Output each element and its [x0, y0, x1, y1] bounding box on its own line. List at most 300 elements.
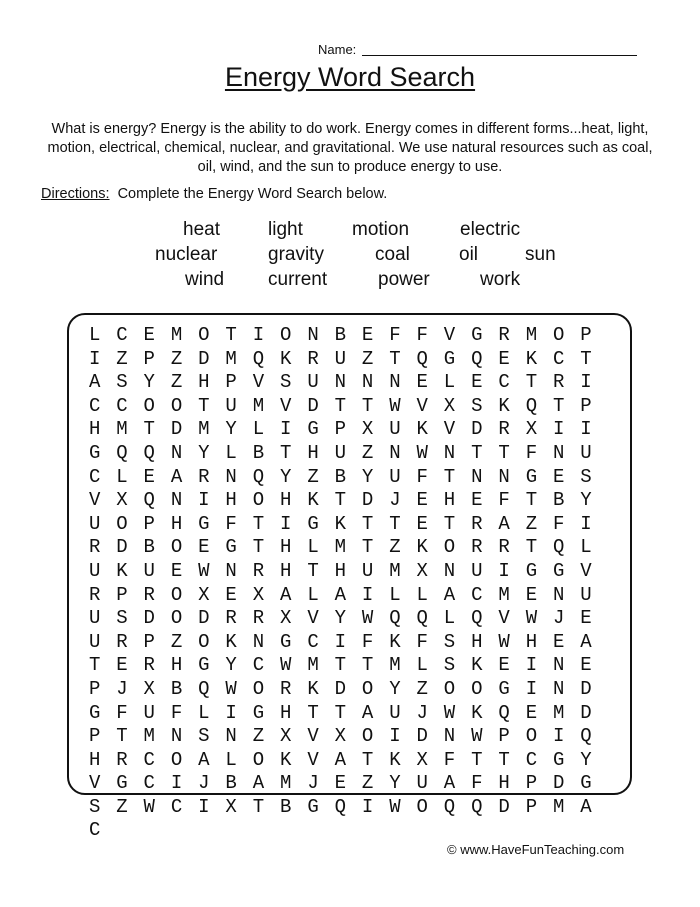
grid-letter[interactable]: V [580, 559, 592, 582]
grid-letter[interactable]: I [361, 795, 374, 818]
grid-letter[interactable]: H [88, 418, 101, 441]
grid-letter[interactable]: U [361, 559, 374, 582]
grid-letter[interactable]: M [334, 536, 347, 559]
grid-letter[interactable]: T [334, 701, 347, 724]
grid-letter[interactable]: B [252, 441, 265, 464]
grid-letter[interactable]: C [116, 394, 128, 417]
grid-letter[interactable]: G [580, 772, 592, 795]
grid-letter[interactable]: I [580, 418, 592, 441]
grid-letter[interactable]: Q [416, 607, 428, 630]
grid-letter[interactable]: C [88, 819, 101, 842]
grid-letter[interactable]: C [307, 630, 319, 653]
grid-letter[interactable]: R [88, 583, 101, 606]
grid-letter[interactable]: O [443, 536, 456, 559]
grid-letter[interactable]: T [361, 748, 374, 771]
grid-letter[interactable]: E [498, 347, 510, 370]
name-field[interactable] [318, 42, 637, 57]
grid-letter[interactable]: V [498, 607, 510, 630]
grid-letter[interactable]: K [280, 748, 292, 771]
grid-letter[interactable]: E [416, 512, 428, 535]
grid-letter[interactable]: T [443, 512, 456, 535]
grid-letter[interactable]: T [225, 324, 237, 346]
grid-letter[interactable]: S [88, 795, 101, 818]
grid-letter[interactable]: T [361, 536, 374, 559]
grid-letter[interactable]: R [116, 630, 128, 653]
grid-letter[interactable]: D [198, 347, 210, 370]
grid-letter[interactable]: K [307, 677, 319, 700]
grid-letter[interactable]: Y [225, 418, 237, 441]
grid-letter[interactable]: R [143, 654, 155, 677]
grid-letter[interactable]: X [525, 418, 538, 441]
grid-letter[interactable]: M [170, 324, 183, 346]
grid-letter[interactable]: S [443, 654, 456, 677]
grid-letter[interactable]: U [334, 347, 347, 370]
grid-letter[interactable]: I [225, 701, 237, 724]
grid-letter[interactable]: Z [116, 347, 128, 370]
grid-letter[interactable]: M [307, 654, 319, 677]
grid-letter[interactable]: E [225, 583, 237, 606]
grid-letter[interactable]: Z [252, 725, 265, 748]
grid-letter[interactable]: F [170, 701, 183, 724]
grid-letter[interactable]: Z [116, 795, 128, 818]
grid-letter[interactable]: T [389, 347, 401, 370]
grid-letter[interactable]: W [361, 607, 374, 630]
grid-letter[interactable]: G [88, 701, 101, 724]
grid-letter[interactable]: I [389, 725, 401, 748]
grid-letter[interactable]: T [307, 559, 319, 582]
grid-letter[interactable]: L [307, 536, 319, 559]
grid-letter[interactable]: P [225, 371, 237, 394]
grid-letter[interactable]: N [225, 559, 237, 582]
grid-letter[interactable]: S [280, 371, 292, 394]
grid-letter[interactable]: L [88, 324, 101, 346]
grid-letter[interactable]: A [498, 512, 510, 535]
grid-letter[interactable]: E [552, 465, 565, 488]
grid-letter[interactable]: T [361, 512, 374, 535]
grid-letter[interactable]: M [252, 394, 265, 417]
grid-letter[interactable]: R [280, 677, 292, 700]
grid-letter[interactable]: R [471, 536, 483, 559]
grid-letter[interactable]: N [252, 630, 265, 653]
grid-letter[interactable]: T [498, 441, 510, 464]
grid-letter[interactable]: H [307, 441, 319, 464]
grid-letter[interactable]: J [116, 677, 128, 700]
grid-letter[interactable]: O [198, 630, 210, 653]
grid-letter[interactable]: H [170, 512, 183, 535]
grid-letter[interactable]: I [252, 324, 265, 346]
grid-letter[interactable]: H [498, 772, 510, 795]
grid-letter[interactable]: I [580, 371, 592, 394]
grid-letter[interactable]: E [525, 701, 538, 724]
grid-letter[interactable]: D [416, 725, 428, 748]
grid-letter[interactable]: I [361, 583, 374, 606]
grid-letter[interactable]: T [334, 489, 347, 512]
grid-letter[interactable]: U [334, 441, 347, 464]
grid-letter[interactable]: E [580, 654, 592, 677]
grid-letter[interactable]: G [116, 772, 128, 795]
grid-letter[interactable]: V [443, 324, 456, 346]
grid-letter[interactable]: H [170, 654, 183, 677]
grid-letter[interactable]: H [198, 371, 210, 394]
grid-letter[interactable]: T [443, 465, 456, 488]
grid-letter[interactable]: P [88, 677, 101, 700]
grid-letter[interactable]: S [443, 630, 456, 653]
grid-letter[interactable]: G [471, 324, 483, 346]
grid-letter[interactable]: R [498, 324, 510, 346]
grid-letter[interactable]: J [198, 772, 210, 795]
grid-letter[interactable]: X [443, 394, 456, 417]
grid-letter[interactable]: O [552, 324, 565, 346]
grid-letter[interactable]: Q [471, 347, 483, 370]
grid-letter[interactable]: D [471, 418, 483, 441]
grid-letter[interactable]: I [280, 512, 292, 535]
grid-letter[interactable]: K [116, 559, 128, 582]
grid-letter[interactable]: A [170, 465, 183, 488]
grid-letter[interactable]: R [116, 748, 128, 771]
grid-letter[interactable]: A [280, 583, 292, 606]
grid-letter[interactable]: U [471, 559, 483, 582]
grid-letter[interactable]: C [116, 324, 128, 346]
grid-letter[interactable]: B [334, 465, 347, 488]
grid-letter[interactable]: A [334, 748, 347, 771]
grid-letter[interactable]: N [552, 654, 565, 677]
grid-letter[interactable]: Q [143, 441, 155, 464]
grid-letter[interactable]: M [389, 559, 401, 582]
grid-letter[interactable]: D [552, 772, 565, 795]
grid-letter[interactable]: I [198, 795, 210, 818]
grid-letter[interactable]: N [443, 725, 456, 748]
grid-letter[interactable]: T [361, 394, 374, 417]
grid-letter[interactable]: A [580, 795, 592, 818]
grid-letter[interactable]: F [498, 489, 510, 512]
grid-letter[interactable]: S [580, 465, 592, 488]
grid-letter[interactable]: V [252, 371, 265, 394]
grid-letter[interactable]: V [416, 394, 428, 417]
grid-letter[interactable]: E [525, 583, 538, 606]
grid-letter[interactable]: U [389, 465, 401, 488]
grid-letter[interactable]: N [552, 677, 565, 700]
grid-letter[interactable]: T [334, 654, 347, 677]
grid-letter[interactable]: M [198, 418, 210, 441]
grid-letter[interactable]: U [143, 559, 155, 582]
grid-letter[interactable]: T [88, 654, 101, 677]
grid-letter[interactable]: T [498, 748, 510, 771]
grid-letter[interactable]: O [361, 725, 374, 748]
grid-letter[interactable]: Y [580, 748, 592, 771]
grid-letter[interactable]: A [443, 772, 456, 795]
grid-letter[interactable]: A [334, 583, 347, 606]
grid-letter[interactable]: M [525, 324, 538, 346]
grid-letter[interactable]: G [552, 559, 565, 582]
grid-letter[interactable]: G [225, 536, 237, 559]
grid-letter[interactable]: P [143, 347, 155, 370]
grid-letter[interactable]: E [580, 607, 592, 630]
grid-letter[interactable]: E [143, 324, 155, 346]
grid-letter[interactable]: D [198, 607, 210, 630]
grid-letter[interactable]: H [443, 489, 456, 512]
grid-letter[interactable]: Z [416, 677, 428, 700]
grid-letter[interactable]: U [225, 394, 237, 417]
grid-letter[interactable]: Z [525, 512, 538, 535]
grid-letter[interactable]: Y [334, 607, 347, 630]
grid-letter[interactable]: I [170, 772, 183, 795]
grid-letter[interactable]: Q [143, 489, 155, 512]
grid-letter[interactable]: I [198, 489, 210, 512]
grid-letter[interactable]: N [361, 371, 374, 394]
grid-letter[interactable]: Q [416, 347, 428, 370]
grid-letter[interactable]: S [116, 607, 128, 630]
grid-letter[interactable]: X [416, 559, 428, 582]
grid-letter[interactable]: C [498, 371, 510, 394]
grid-letter[interactable]: B [334, 324, 347, 346]
grid-letter[interactable]: P [116, 583, 128, 606]
grid-letter[interactable]: T [252, 795, 265, 818]
grid-letter[interactable]: Y [143, 371, 155, 394]
grid-letter[interactable]: F [443, 748, 456, 771]
grid-letter[interactable]: T [471, 748, 483, 771]
grid-letter[interactable]: M [143, 725, 155, 748]
grid-letter[interactable]: Y [361, 465, 374, 488]
grid-letter[interactable]: Y [280, 465, 292, 488]
grid-letter[interactable]: C [552, 347, 565, 370]
grid-letter[interactable]: H [280, 489, 292, 512]
grid-letter[interactable]: R [252, 607, 265, 630]
grid-letter[interactable]: P [580, 394, 592, 417]
grid-letter[interactable]: P [580, 324, 592, 346]
grid-letter[interactable]: G [198, 654, 210, 677]
grid-letter[interactable]: H [280, 701, 292, 724]
grid-letter[interactable]: O [170, 607, 183, 630]
grid-letter[interactable]: U [88, 607, 101, 630]
grid-letter[interactable]: W [225, 677, 237, 700]
grid-letter[interactable]: K [498, 394, 510, 417]
grid-letter[interactable]: Y [389, 677, 401, 700]
grid-letter[interactable]: A [443, 583, 456, 606]
grid-letter[interactable]: G [307, 795, 319, 818]
grid-letter[interactable]: Q [334, 795, 347, 818]
grid-letter[interactable]: Q [389, 607, 401, 630]
grid-letter[interactable]: X [280, 607, 292, 630]
grid-letter[interactable]: D [170, 418, 183, 441]
grid-letter[interactable]: Z [389, 536, 401, 559]
grid-letter[interactable]: Y [580, 489, 592, 512]
grid-letter[interactable]: L [307, 583, 319, 606]
grid-letter[interactable]: M [389, 654, 401, 677]
grid-letter[interactable]: U [580, 441, 592, 464]
grid-letter[interactable]: N [225, 725, 237, 748]
grid-letter[interactable]: W [525, 607, 538, 630]
grid-letter[interactable]: A [198, 748, 210, 771]
grid-letter[interactable]: G [525, 465, 538, 488]
grid-letter[interactable]: Y [225, 654, 237, 677]
grid-letter[interactable]: U [416, 772, 428, 795]
grid-letter[interactable]: B [280, 795, 292, 818]
grid-letter[interactable]: G [307, 418, 319, 441]
grid-letter[interactable]: R [252, 559, 265, 582]
grid-letter[interactable]: F [471, 772, 483, 795]
grid-letter[interactable]: T [198, 394, 210, 417]
grid-letter[interactable]: L [443, 371, 456, 394]
grid-letter[interactable]: E [198, 536, 210, 559]
grid-letter[interactable]: W [389, 795, 401, 818]
grid-letter[interactable]: W [471, 725, 483, 748]
grid-letter[interactable]: Y [389, 772, 401, 795]
grid-letter[interactable]: V [307, 725, 319, 748]
grid-letter[interactable]: R [498, 536, 510, 559]
grid-letter[interactable]: X [198, 583, 210, 606]
grid-letter[interactable]: U [88, 559, 101, 582]
grid-letter[interactable]: L [225, 441, 237, 464]
grid-letter[interactable]: Z [170, 630, 183, 653]
grid-letter[interactable]: X [225, 795, 237, 818]
grid-letter[interactable]: W [198, 559, 210, 582]
grid-letter[interactable]: M [498, 583, 510, 606]
grid-letter[interactable]: F [361, 630, 374, 653]
grid-letter[interactable]: R [498, 418, 510, 441]
grid-letter[interactable]: L [252, 418, 265, 441]
grid-letter[interactable]: T [580, 347, 592, 370]
grid-letter[interactable]: F [389, 324, 401, 346]
grid-letter[interactable]: Z [361, 347, 374, 370]
grid-letter[interactable]: T [525, 489, 538, 512]
grid-letter[interactable]: F [416, 630, 428, 653]
grid-letter[interactable]: O [143, 394, 155, 417]
grid-letter[interactable]: M [552, 701, 565, 724]
grid-letter[interactable]: H [88, 748, 101, 771]
grid-letter[interactable]: Z [307, 465, 319, 488]
grid-letter[interactable]: L [416, 654, 428, 677]
grid-letter[interactable]: U [143, 701, 155, 724]
grid-letter[interactable]: U [307, 371, 319, 394]
grid-letter[interactable]: Q [525, 394, 538, 417]
grid-letter[interactable]: K [225, 630, 237, 653]
grid-letter[interactable]: F [116, 701, 128, 724]
grid-letter[interactable]: C [88, 394, 101, 417]
grid-letter[interactable]: D [307, 394, 319, 417]
grid-letter[interactable]: D [580, 701, 592, 724]
grid-letter[interactable]: O [198, 324, 210, 346]
grid-letter[interactable]: H [280, 559, 292, 582]
grid-letter[interactable]: A [580, 630, 592, 653]
grid-letter[interactable]: E [416, 489, 428, 512]
grid-letter[interactable]: V [280, 394, 292, 417]
grid-letter[interactable]: U [389, 418, 401, 441]
grid-letter[interactable]: Q [580, 725, 592, 748]
grid-letter[interactable]: K [280, 347, 292, 370]
grid-letter[interactable]: O [116, 512, 128, 535]
grid-letter[interactable]: E [498, 654, 510, 677]
grid-letter[interactable]: I [552, 725, 565, 748]
grid-letter[interactable]: E [416, 371, 428, 394]
grid-letter[interactable]: N [170, 725, 183, 748]
grid-letter[interactable]: N [307, 324, 319, 346]
grid-letter[interactable]: O [525, 725, 538, 748]
grid-letter[interactable]: E [170, 559, 183, 582]
grid-letter[interactable]: W [280, 654, 292, 677]
grid-letter[interactable]: E [334, 772, 347, 795]
grid-letter[interactable]: V [307, 607, 319, 630]
grid-letter[interactable]: O [170, 536, 183, 559]
grid-letter[interactable]: G [443, 347, 456, 370]
grid-letter[interactable]: W [498, 630, 510, 653]
grid-letter[interactable]: C [88, 465, 101, 488]
grid-letter[interactable]: E [471, 371, 483, 394]
grid-letter[interactable]: K [389, 630, 401, 653]
grid-letter[interactable]: G [525, 559, 538, 582]
grid-letter[interactable]: G [198, 512, 210, 535]
grid-letter[interactable]: N [225, 465, 237, 488]
grid-letter[interactable]: W [143, 795, 155, 818]
grid-letter[interactable]: K [416, 536, 428, 559]
grid-letter[interactable]: O [252, 677, 265, 700]
grid-letter[interactable]: F [416, 465, 428, 488]
grid-letter[interactable]: V [443, 418, 456, 441]
grid-letter[interactable]: T [252, 536, 265, 559]
grid-letter[interactable]: G [252, 701, 265, 724]
grid-letter[interactable]: N [334, 371, 347, 394]
grid-letter[interactable]: O [280, 324, 292, 346]
grid-letter[interactable]: U [389, 701, 401, 724]
grid-letter[interactable]: W [389, 394, 401, 417]
grid-letter[interactable]: N [552, 583, 565, 606]
grid-letter[interactable]: T [280, 441, 292, 464]
grid-letter[interactable]: D [116, 536, 128, 559]
grid-letter[interactable]: J [552, 607, 565, 630]
grid-letter[interactable]: N [498, 465, 510, 488]
grid-letter[interactable]: T [471, 441, 483, 464]
grid-letter[interactable]: G [88, 441, 101, 464]
grid-letter[interactable]: V [307, 748, 319, 771]
grid-letter[interactable]: P [525, 772, 538, 795]
grid-letter[interactable]: E [116, 654, 128, 677]
grid-letter[interactable]: R [307, 347, 319, 370]
grid-letter[interactable]: D [143, 607, 155, 630]
grid-letter[interactable]: K [471, 701, 483, 724]
grid-letter[interactable]: I [552, 418, 565, 441]
grid-letter[interactable]: T [552, 394, 565, 417]
grid-letter[interactable]: K [471, 654, 483, 677]
grid-letter[interactable]: T [334, 394, 347, 417]
grid-letter[interactable]: L [225, 748, 237, 771]
grid-letter[interactable]: G [552, 748, 565, 771]
grid-letter[interactable]: X [143, 677, 155, 700]
grid-letter[interactable]: F [552, 512, 565, 535]
grid-letter[interactable]: J [416, 701, 428, 724]
grid-letter[interactable]: O [170, 748, 183, 771]
grid-letter[interactable]: C [252, 654, 265, 677]
grid-letter[interactable]: H [334, 559, 347, 582]
grid-letter[interactable]: L [116, 465, 128, 488]
grid-letter[interactable]: V [88, 489, 101, 512]
grid-letter[interactable]: N [170, 441, 183, 464]
grid-letter[interactable]: E [552, 630, 565, 653]
grid-letter[interactable]: P [334, 418, 347, 441]
grid-letter[interactable]: F [416, 324, 428, 346]
grid-letter[interactable]: A [361, 701, 374, 724]
grid-letter[interactable]: B [552, 489, 565, 512]
grid-letter[interactable]: I [498, 559, 510, 582]
grid-letter[interactable]: Z [170, 371, 183, 394]
grid-letter[interactable]: N [389, 441, 401, 464]
grid-letter[interactable]: C [525, 748, 538, 771]
grid-letter[interactable]: O [443, 677, 456, 700]
grid-letter[interactable]: C [170, 795, 183, 818]
grid-letter[interactable]: T [143, 418, 155, 441]
grid-letter[interactable]: O [416, 795, 428, 818]
grid-letter[interactable]: U [88, 512, 101, 535]
grid-letter[interactable]: P [143, 630, 155, 653]
grid-letter[interactable]: T [116, 725, 128, 748]
